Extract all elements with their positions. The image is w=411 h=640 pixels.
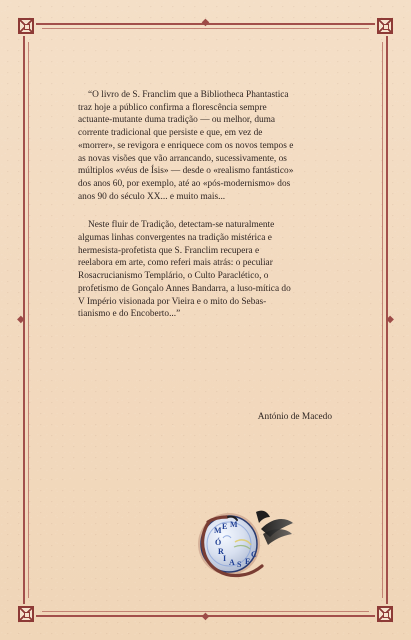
quoted-text-block: [78, 89, 336, 337]
frame-inner-top: [42, 28, 369, 29]
svg-text:S: S: [237, 560, 242, 569]
frame-inner-left: [28, 42, 29, 598]
corner-ornament-top-right: [377, 18, 393, 34]
quote-paragraph-2: Neste fluir de Tradição, detectam-se naturalmente algumas linhas convergentes na tradição mistérica e hermesista-profetista que S. Franclim recupera e reelabora em arte, como referi mais atrás: o peculiar Rosacrucianismo Templário, o Culto Paraclético, o profetismo de Gonçalo Annes Bandarra, a luso-mítica do V Império visionada por Vieira e o mito do Sebas- tianismo e do Encoberto...”: [78, 220, 291, 320]
svg-text:R: R: [218, 547, 224, 556]
svg-text:E: E: [222, 522, 228, 531]
frame-inner-right: [382, 42, 383, 598]
svg-text:A: A: [229, 558, 235, 567]
svg-text:M: M: [214, 526, 222, 535]
svg-text:C: C: [251, 550, 257, 559]
svg-text:M: M: [230, 520, 238, 529]
frame-bottom-center-ornament: ◆: [201, 611, 210, 622]
memorias-fc-logo: [190, 499, 296, 587]
svg-text:I: I: [223, 554, 227, 563]
frame-right-center-ornament: ◆: [386, 314, 394, 325]
frame-top-center-ornament: ◆: [201, 17, 210, 28]
author-signature: António de Macedo: [257, 412, 332, 422]
corner-ornament-top-left: [18, 18, 34, 34]
quote-paragraph-1: “O livro de S. Franclim que a Bibliotheca Phantastica traz hoje a público confirma a florescência sempre actuante-mutante duma tradição — ou melhor, duma corrente tradicional que persiste e que, em vez de «morrer», se revigora e enriquece com os novos tempos e as novas visões que vão arrancando, sucessivamente, os múltiplos «véus de Ísis» — desde o «realismo fantástico» dos anos 60, por exemplo, até ao «pós-modernismo» dos anos 90 do século XX... e muito mais...: [78, 90, 294, 202]
corner-ornament-bottom-left: [18, 606, 34, 622]
frame-left-center-ornament: ◆: [17, 314, 25, 325]
svg-text:Ó: Ó: [215, 538, 222, 547]
svg-text:F: F: [245, 557, 250, 566]
corner-ornament-bottom-right: [377, 606, 393, 622]
